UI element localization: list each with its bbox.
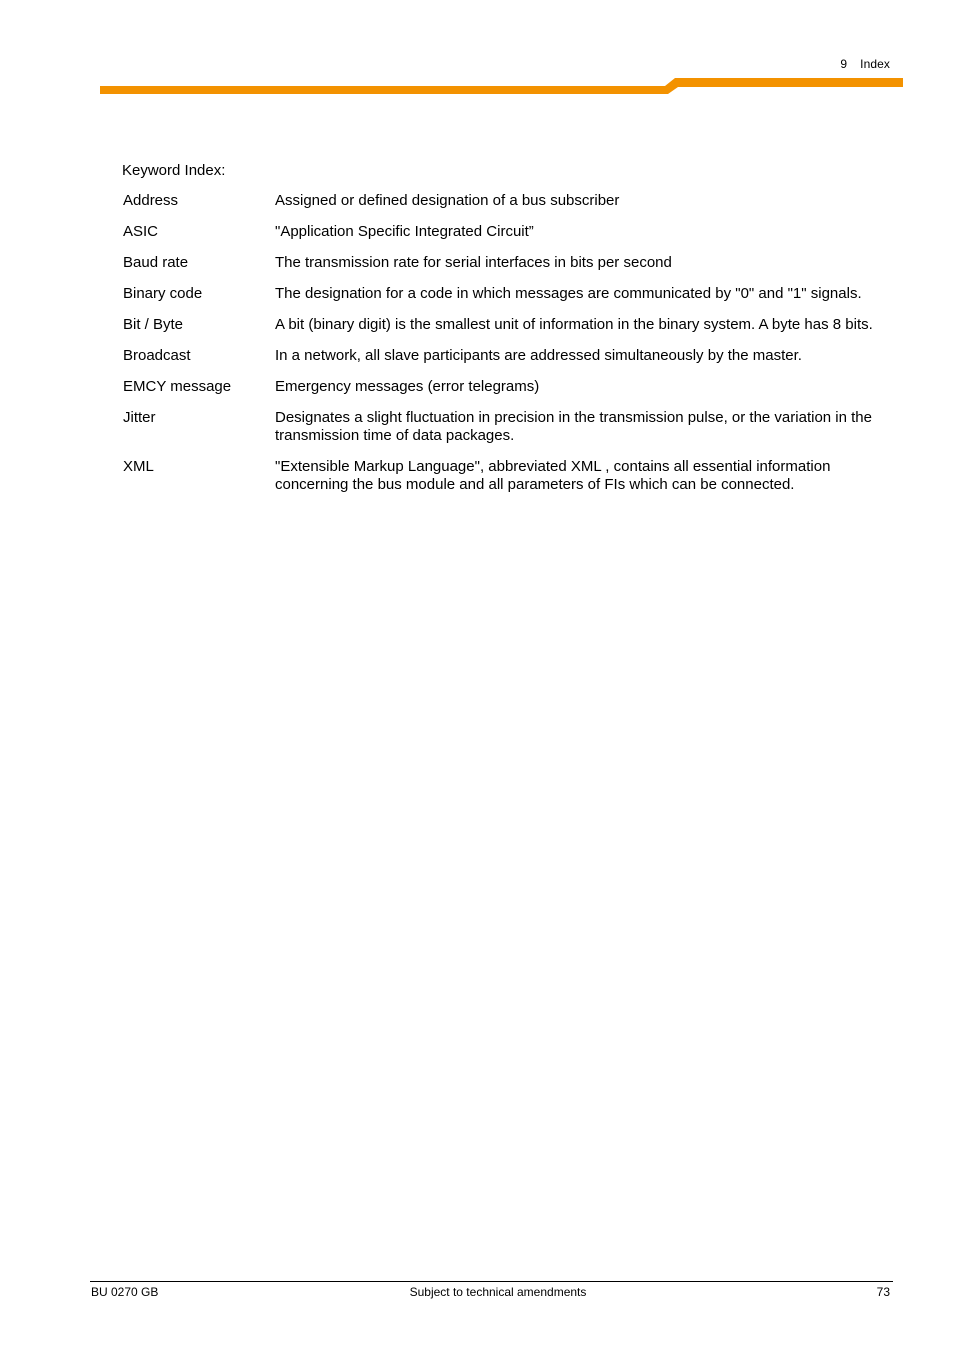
keyword-definition: The transmission rate for serial interfaces in bits per second [275,254,672,271]
keyword-term: XML [123,458,154,475]
keyword-entry [122,192,892,210]
footer-divider [90,1281,893,1282]
keyword-definition: The designation for a code in which messages are communicated by "0" and "1" signals. [275,285,862,302]
keyword-definition: Designates a slight fluctuation in precision in the transmission pulse, or the variation in the transmission time of data packages. [275,409,872,444]
keyword-definition: In a network, all slave participants are addressed simultaneously by the master. [275,347,802,364]
keyword-term: Baud rate [123,254,189,271]
keyword-index [122,161,892,507]
keyword-entry [122,347,892,365]
keyword-term: Binary code [123,285,203,302]
keyword-term: Bit / Byte [123,316,184,333]
keyword-term: Address [123,192,179,209]
keyword-index-title: Keyword Index: [122,162,226,179]
section-number: 9 [840,57,848,71]
keyword-term: Broadcast [123,347,191,364]
keyword-entry [122,254,892,272]
keyword-definition: Emergency messages (error telegrams) [275,378,540,395]
keyword-term: Jitter [123,409,156,426]
keyword-definition: A bit (binary digit) is the smallest unit of information in the binary system. A byte has 8 bits. [275,316,873,333]
keyword-entry [122,223,892,241]
footer-doc-id: BU 0270 GB [91,1285,159,1299]
running-header [840,57,890,71]
header-accent-shape [100,78,903,94]
keyword-entry [122,316,892,334]
keyword-list [122,192,892,494]
keyword-entry [122,378,892,396]
page-number: 73 [876,1285,890,1299]
keyword-entry [122,409,892,445]
keyword-term: EMCY message [123,378,232,395]
keyword-definition: Assigned or defined designation of a bus subscriber [275,192,620,209]
footer-notice: Subject to technical amendments [409,1285,587,1299]
header-accent-bar [0,76,954,96]
keyword-definition: "Application Specific Integrated Circuit” [275,223,534,240]
keyword-term: ASIC [123,223,159,240]
keyword-entry [122,458,892,494]
keyword-entry [122,285,892,303]
section-title: Index [860,57,890,71]
keyword-definition: "Extensible Markup Language", abbreviated XML , contains all essential information concerning the bus module and all parameters of FIs which can be connected. [275,458,831,493]
